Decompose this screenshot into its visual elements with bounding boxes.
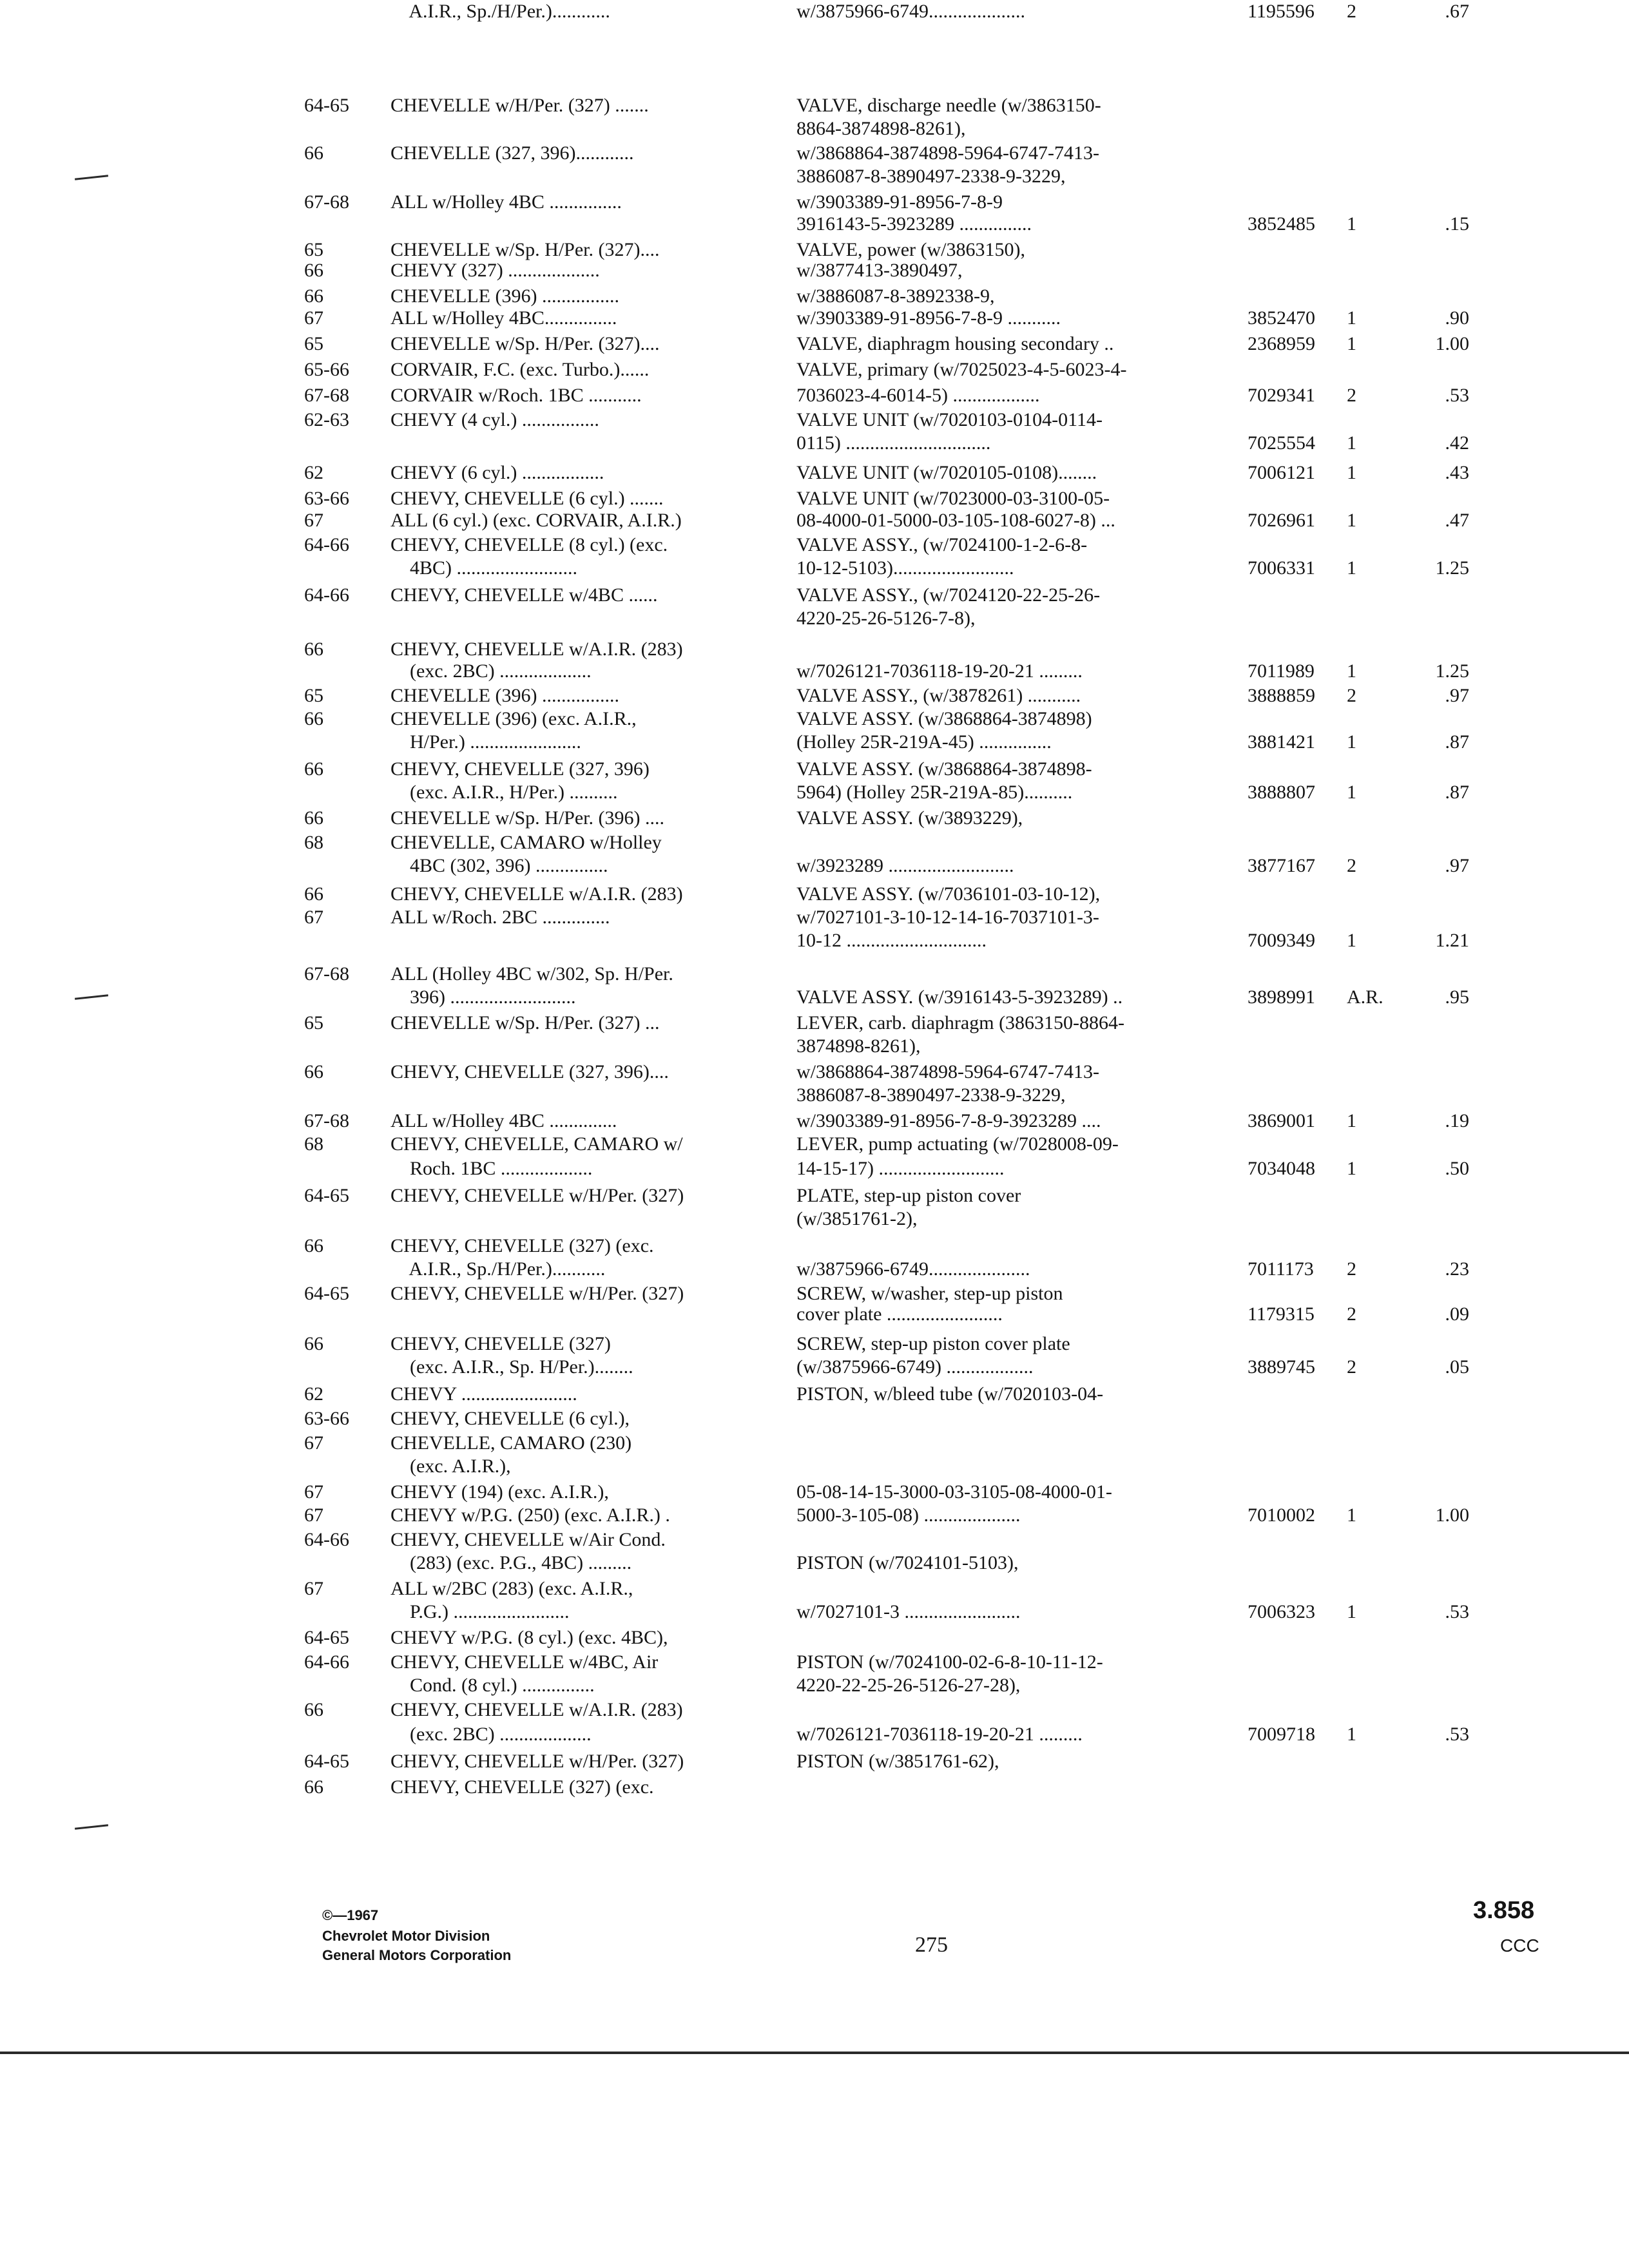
quantity: 2	[1347, 855, 1356, 876]
part-description: PISTON (w/7024101-5103),	[796, 1552, 1019, 1573]
part-description: 3886087-8-3890497-2338-9-3229,	[796, 166, 1066, 187]
quantity: 1	[1347, 1110, 1356, 1131]
model-year: 67	[304, 307, 323, 329]
part-description: VALVE ASSY. (w/7036101-03-10-12),	[796, 883, 1101, 905]
part-number: 3869001	[1248, 1110, 1315, 1131]
model-year: 66	[304, 883, 323, 905]
division-line: Chevrolet Motor Division	[322, 1928, 490, 1944]
application: CHEVELLE w/Sp. H/Per. (327)....	[390, 239, 660, 260]
part-description: w/3868864-3874898-5964-6747-7413-	[796, 142, 1099, 164]
application: ALL w/2BC (283) (exc. A.I.R.,	[390, 1578, 633, 1599]
model-year: 68	[304, 832, 323, 853]
model-year: 65-66	[304, 359, 349, 380]
application: CHEVELLE, CAMARO w/Holley	[390, 832, 662, 853]
part-description: PLATE, step-up piston cover	[796, 1185, 1021, 1206]
model-year: 65	[304, 685, 323, 706]
price: .53	[1445, 1724, 1469, 1745]
model-year: 67	[304, 1481, 323, 1503]
quantity: 1	[1347, 213, 1356, 235]
part-number: 7006331	[1248, 557, 1315, 579]
model-year: 64-66	[304, 1529, 349, 1550]
application: ALL (Holley 4BC w/302, Sp. H/Per.	[390, 963, 673, 985]
application: 4BC) .........................	[390, 557, 578, 579]
application: CHEVY, CHEVELLE (6 cyl.),	[390, 1408, 630, 1429]
application: (283) (exc. P.G., 4BC) .........	[390, 1552, 632, 1573]
model-year: 64-66	[304, 584, 349, 606]
model-year: 62	[304, 462, 323, 483]
part-description: w/7027101-3-10-12-14-16-7037101-3-	[796, 907, 1099, 928]
price: .90	[1445, 307, 1469, 329]
model-year: 67	[304, 1578, 323, 1599]
model-year: 64-65	[304, 1283, 349, 1304]
application: ALL w/Holley 4BC ..............	[390, 1110, 617, 1131]
margin-mark	[75, 175, 108, 180]
application: CHEVY, CHEVELLE (6 cyl.) .......	[390, 488, 664, 509]
application: CHEVY, CHEVELLE (8 cyl.) (exc.	[390, 534, 668, 555]
application: CHEVELLE (396) ................	[390, 285, 619, 307]
application: CHEVY, CHEVELLE w/A.I.R. (283)	[390, 1699, 683, 1720]
quantity: 1	[1347, 930, 1356, 951]
application: P.G.) ........................	[390, 1601, 570, 1622]
application: CHEVELLE (396) ................	[390, 685, 619, 706]
price: .23	[1445, 1258, 1469, 1280]
quantity: 1	[1347, 1158, 1356, 1179]
application: CHEVY (327) ...................	[390, 260, 600, 281]
bottom-rule	[0, 2052, 1629, 2054]
quantity: 1	[1347, 510, 1356, 531]
application: ALL w/Holley 4BC ...............	[390, 191, 622, 213]
part-description: (Holley 25R-219A-45) ...............	[796, 731, 1052, 753]
application: 396) ..........................	[390, 986, 576, 1008]
model-year: 65	[304, 239, 323, 260]
price: .53	[1445, 385, 1469, 406]
model-year: 64-65	[304, 1185, 349, 1206]
part-number: 7026961	[1248, 510, 1315, 531]
part-description: w/3903389-91-8956-7-8-9-3923289 ....	[796, 1110, 1101, 1131]
part-description: SCREW, step-up piston cover plate	[796, 1333, 1070, 1354]
price: .09	[1445, 1303, 1469, 1325]
price: .05	[1445, 1356, 1469, 1378]
copyright-line: ©—1967	[322, 1907, 379, 1923]
quantity: 2	[1347, 1303, 1356, 1325]
quantity: 2	[1347, 1356, 1356, 1378]
part-description: 0115) ..............................	[796, 432, 991, 454]
part-number: 7006323	[1248, 1601, 1315, 1622]
model-year: 64-65	[304, 95, 349, 116]
quantity: 1	[1347, 1504, 1356, 1526]
application: 4BC (302, 396) ...............	[390, 855, 608, 876]
part-description: w/7026121-7036118-19-20-21 .........	[796, 1724, 1083, 1745]
application: CHEVELLE w/H/Per. (327) .......	[390, 95, 649, 116]
price: .50	[1445, 1158, 1469, 1179]
application: ALL w/Roch. 2BC ..............	[390, 907, 610, 928]
part-description: 8864-3874898-8261),	[796, 118, 966, 139]
part-number: 7011173	[1248, 1258, 1314, 1280]
part-description: 4220-22-25-26-5126-27-28),	[796, 1675, 1021, 1696]
part-description: LEVER, pump actuating (w/7028008-09-	[796, 1133, 1119, 1155]
application: (exc. 2BC) ...................	[390, 1724, 592, 1745]
quantity: 2	[1347, 385, 1356, 406]
model-year: 66	[304, 1776, 323, 1798]
quantity: 2	[1347, 1258, 1356, 1280]
application: CHEVY, CHEVELLE w/H/Per. (327)	[390, 1751, 684, 1772]
application: CHEVY (6 cyl.) .................	[390, 462, 604, 483]
price: .42	[1445, 432, 1469, 454]
model-year: 65	[304, 333, 323, 354]
quantity: 2	[1347, 1, 1356, 22]
margin-mark	[75, 1824, 108, 1829]
part-number: 3888807	[1248, 782, 1315, 803]
application: CHEVELLE, CAMARO (230)	[390, 1432, 632, 1454]
part-description: w/3875966-6749.....................	[796, 1258, 1030, 1280]
application: CHEVY, CHEVELLE (327)	[390, 1333, 611, 1354]
model-year: 66	[304, 142, 323, 164]
quantity: 1	[1347, 1724, 1356, 1745]
part-description: (w/3875966-6749) ..................	[796, 1356, 1034, 1378]
part-description: w/3875966-6749....................	[796, 1, 1025, 22]
price: 1.25	[1435, 660, 1469, 682]
application: CHEVY, CHEVELLE w/Air Cond.	[390, 1529, 666, 1550]
part-description: VALVE UNIT (w/7020103-0104-0114-	[796, 409, 1103, 430]
part-description: LEVER, carb. diaphragm (3863150-8864-	[796, 1012, 1125, 1033]
page-number: 275	[915, 1933, 948, 1957]
model-year: 66	[304, 1699, 323, 1720]
application: CHEVY, CHEVELLE, CAMARO w/	[390, 1133, 683, 1155]
price: .97	[1445, 855, 1469, 876]
application: Roch. 1BC ...................	[390, 1158, 593, 1179]
part-description: 3886087-8-3890497-2338-9-3229,	[796, 1084, 1066, 1106]
application: CHEVELLE w/Sp. H/Per. (396) ....	[390, 807, 664, 829]
application: CHEVY ........................	[390, 1383, 577, 1405]
model-year: 67-68	[304, 191, 349, 213]
application: CHEVY (4 cyl.) ................	[390, 409, 599, 430]
application: CHEVY, CHEVELLE w/H/Per. (327)	[390, 1283, 684, 1304]
model-year: 63-66	[304, 488, 349, 509]
part-description: PISTON (w/7024100-02-6-8-10-11-12-	[796, 1651, 1103, 1673]
model-year: 68	[304, 1133, 323, 1155]
application: CHEVY, CHEVELLE w/A.I.R. (283)	[390, 883, 683, 905]
part-description: PISTON (w/3851761-62),	[796, 1751, 999, 1772]
application: CHEVY, CHEVELLE w/A.I.R. (283)	[390, 639, 683, 660]
quantity: 2	[1347, 685, 1356, 706]
part-description: 7036023-4-6014-5) ..................	[796, 385, 1040, 406]
part-description: SCREW, w/washer, step-up piston	[796, 1283, 1063, 1304]
part-description: VALVE ASSY., (w/7024100-1-2-6-8-	[796, 534, 1088, 555]
application: CHEVELLE (396) (exc. A.I.R.,	[390, 708, 637, 729]
part-description: 10-12 .............................	[796, 930, 987, 951]
application: CHEVY w/P.G. (8 cyl.) (exc. 4BC),	[390, 1627, 668, 1648]
part-description: VALVE ASSY. (w/3868864-3874898)	[796, 708, 1092, 729]
part-number: 7009349	[1248, 930, 1315, 951]
model-year: 67	[304, 1432, 323, 1454]
price: 1.00	[1435, 1504, 1469, 1526]
model-year: 66	[304, 758, 323, 780]
quantity: 1	[1347, 307, 1356, 329]
model-year: 66	[304, 639, 323, 660]
model-year: 67-68	[304, 385, 349, 406]
application: CHEVY w/P.G. (250) (exc. A.I.R.) .	[390, 1504, 670, 1526]
part-description: VALVE ASSY., (w/3878261) ...........	[796, 685, 1081, 706]
quantity: 1	[1347, 782, 1356, 803]
part-description: 08-4000-01-5000-03-105-108-6027-8) ...	[796, 510, 1115, 531]
part-description: 3916143-5-3923289 ...............	[796, 213, 1032, 235]
part-number: 3888859	[1248, 685, 1315, 706]
part-number: 7034048	[1248, 1158, 1315, 1179]
application: CHEVY, CHEVELLE (327, 396)....	[390, 1061, 669, 1082]
part-description: VALVE ASSY. (w/3916143-5-3923289) ..	[796, 986, 1123, 1008]
part-number: 7029341	[1248, 385, 1315, 406]
part-description: 14-15-17) ..........................	[796, 1158, 1005, 1179]
part-description: w/3877413-3890497,	[796, 260, 963, 281]
part-description: w/3868864-3874898-5964-6747-7413-	[796, 1061, 1099, 1082]
application: (exc. 2BC) ...................	[390, 660, 592, 682]
application: CHEVY, CHEVELLE w/4BC, Air	[390, 1651, 659, 1673]
part-description: PISTON, w/bleed tube (w/7020103-04-	[796, 1383, 1104, 1405]
part-number: 3881421	[1248, 731, 1315, 753]
model-year: 66	[304, 260, 323, 281]
part-description: w/7026121-7036118-19-20-21 .........	[796, 660, 1083, 682]
part-description: VALVE UNIT (w/7020105-0108)........	[796, 462, 1097, 483]
part-description: VALVE, primary (w/7025023-4-5-6023-4-	[796, 359, 1127, 380]
part-description: 5964) (Holley 25R-219A-85)..........	[796, 782, 1073, 803]
application: CORVAIR, F.C. (exc. Turbo.)......	[390, 359, 650, 380]
part-description: VALVE, diaphragm housing secondary ..	[796, 333, 1114, 354]
price: .95	[1445, 986, 1469, 1008]
section-number: 3.858	[1473, 1897, 1535, 1924]
part-description: VALVE ASSY. (w/3868864-3874898-	[796, 758, 1092, 780]
application: CHEVY (194) (exc. A.I.R.),	[390, 1481, 609, 1503]
part-description: VALVE ASSY., (w/7024120-22-25-26-	[796, 584, 1101, 606]
price: .15	[1445, 213, 1469, 235]
price: 1.00	[1435, 333, 1469, 354]
application: ALL (6 cyl.) (exc. CORVAIR, A.I.R.)	[390, 510, 682, 531]
part-description: 05-08-14-15-3000-03-3105-08-4000-01-	[796, 1481, 1112, 1503]
quantity: 1	[1347, 1601, 1356, 1622]
part-number: 3852470	[1248, 307, 1315, 329]
part-description: VALVE UNIT (w/7023000-03-3100-05-	[796, 488, 1110, 509]
part-number: 3889745	[1248, 1356, 1315, 1378]
model-year: 65	[304, 1012, 323, 1033]
application: Cond. (8 cyl.) ...............	[390, 1675, 595, 1696]
quantity: A.R.	[1347, 986, 1383, 1008]
price: .67	[1445, 1, 1469, 22]
quantity: 1	[1347, 462, 1356, 483]
part-description: 4220-25-26-5126-7-8),	[796, 608, 976, 629]
price: .97	[1445, 685, 1469, 706]
part-number: 7011989	[1248, 660, 1315, 682]
part-description: w/3903389-91-8956-7-8-9	[796, 191, 1003, 213]
model-year: 64-65	[304, 1627, 349, 1648]
application: (exc. A.I.R., Sp. H/Per.)........	[390, 1356, 633, 1378]
catalog-code: CCC	[1500, 1936, 1539, 1956]
application: A.I.R., Sp./H/Per.)............	[390, 1, 610, 22]
quantity: 1	[1347, 731, 1356, 753]
model-year: 64-65	[304, 1751, 349, 1772]
application: CHEVY, CHEVELLE (327) (exc.	[390, 1235, 654, 1256]
application: CHEVELLE w/Sp. H/Per. (327) ...	[390, 1012, 660, 1033]
model-year: 67	[304, 510, 323, 531]
part-description: 5000-3-105-08) ....................	[796, 1504, 1021, 1526]
part-number: 7010002	[1248, 1504, 1315, 1526]
model-year: 66	[304, 1333, 323, 1354]
quantity: 1	[1347, 557, 1356, 579]
price: .53	[1445, 1601, 1469, 1622]
part-number: 7009718	[1248, 1724, 1315, 1745]
part-number: 3877167	[1248, 855, 1315, 876]
price: 1.21	[1435, 930, 1469, 951]
model-year: 66	[304, 807, 323, 829]
model-year: 67-68	[304, 1110, 349, 1131]
application: ALL w/Holley 4BC...............	[390, 307, 617, 329]
model-year: 66	[304, 708, 323, 729]
model-year: 66	[304, 1235, 323, 1256]
model-year: 62	[304, 1383, 323, 1405]
application: A.I.R., Sp./H/Per.)...........	[390, 1258, 606, 1280]
margin-mark	[75, 994, 108, 999]
application: CHEVELLE (327, 396)............	[390, 142, 634, 164]
price: .87	[1445, 731, 1469, 753]
model-year: 66	[304, 1061, 323, 1082]
part-number: 1179315	[1248, 1303, 1315, 1325]
price: .47	[1445, 510, 1469, 531]
model-year: 62-63	[304, 409, 349, 430]
application: CHEVY, CHEVELLE w/4BC ......	[390, 584, 658, 606]
part-description: w/3923289 ..........................	[796, 855, 1014, 876]
part-description: (w/3851761-2),	[796, 1208, 918, 1229]
application: (exc. A.I.R.),	[390, 1456, 511, 1477]
model-year: 67-68	[304, 963, 349, 985]
quantity: 1	[1347, 660, 1356, 682]
quantity: 1	[1347, 333, 1356, 354]
part-description: VALVE ASSY. (w/3893229),	[796, 807, 1023, 829]
part-number: 7006121	[1248, 462, 1315, 483]
part-number: 7025554	[1248, 432, 1315, 454]
application: CHEVELLE w/Sp. H/Per. (327)....	[390, 333, 660, 354]
application: CHEVY, CHEVELLE (327, 396)	[390, 758, 650, 780]
part-number: 2368959	[1248, 333, 1315, 354]
application: (exc. A.I.R., H/Per.) ..........	[390, 782, 618, 803]
part-description: VALVE, power (w/3863150),	[796, 239, 1025, 260]
corporation-line: General Motors Corporation	[322, 1947, 512, 1963]
part-description: w/7027101-3 ........................	[796, 1601, 1021, 1622]
part-description: 10-12-5103).........................	[796, 557, 1014, 579]
model-year: 63-66	[304, 1408, 349, 1429]
quantity: 1	[1347, 432, 1356, 454]
part-number: 3852485	[1248, 213, 1315, 235]
application: CHEVY, CHEVELLE (327) (exc.	[390, 1776, 654, 1798]
model-year: 67	[304, 1504, 323, 1526]
application: CORVAIR w/Roch. 1BC ...........	[390, 385, 642, 406]
model-year: 67	[304, 907, 323, 928]
part-description: 3874898-8261),	[796, 1035, 921, 1057]
part-description: VALVE, discharge needle (w/3863150-	[796, 95, 1101, 116]
part-number: 3898991	[1248, 986, 1315, 1008]
part-description: cover plate ........................	[796, 1303, 1003, 1325]
application: H/Per.) .......................	[390, 731, 581, 753]
application: CHEVY, CHEVELLE w/H/Per. (327)	[390, 1185, 684, 1206]
part-description: w/3903389-91-8956-7-8-9 ...........	[796, 307, 1061, 329]
price: 1.25	[1435, 557, 1469, 579]
model-year: 66	[304, 285, 323, 307]
price: .19	[1445, 1110, 1469, 1131]
price: .87	[1445, 782, 1469, 803]
price: .43	[1445, 462, 1469, 483]
model-year: 64-66	[304, 534, 349, 555]
part-number: 1195596	[1248, 1, 1315, 22]
model-year: 64-66	[304, 1651, 349, 1673]
part-description: w/3886087-8-3892338-9,	[796, 285, 995, 307]
